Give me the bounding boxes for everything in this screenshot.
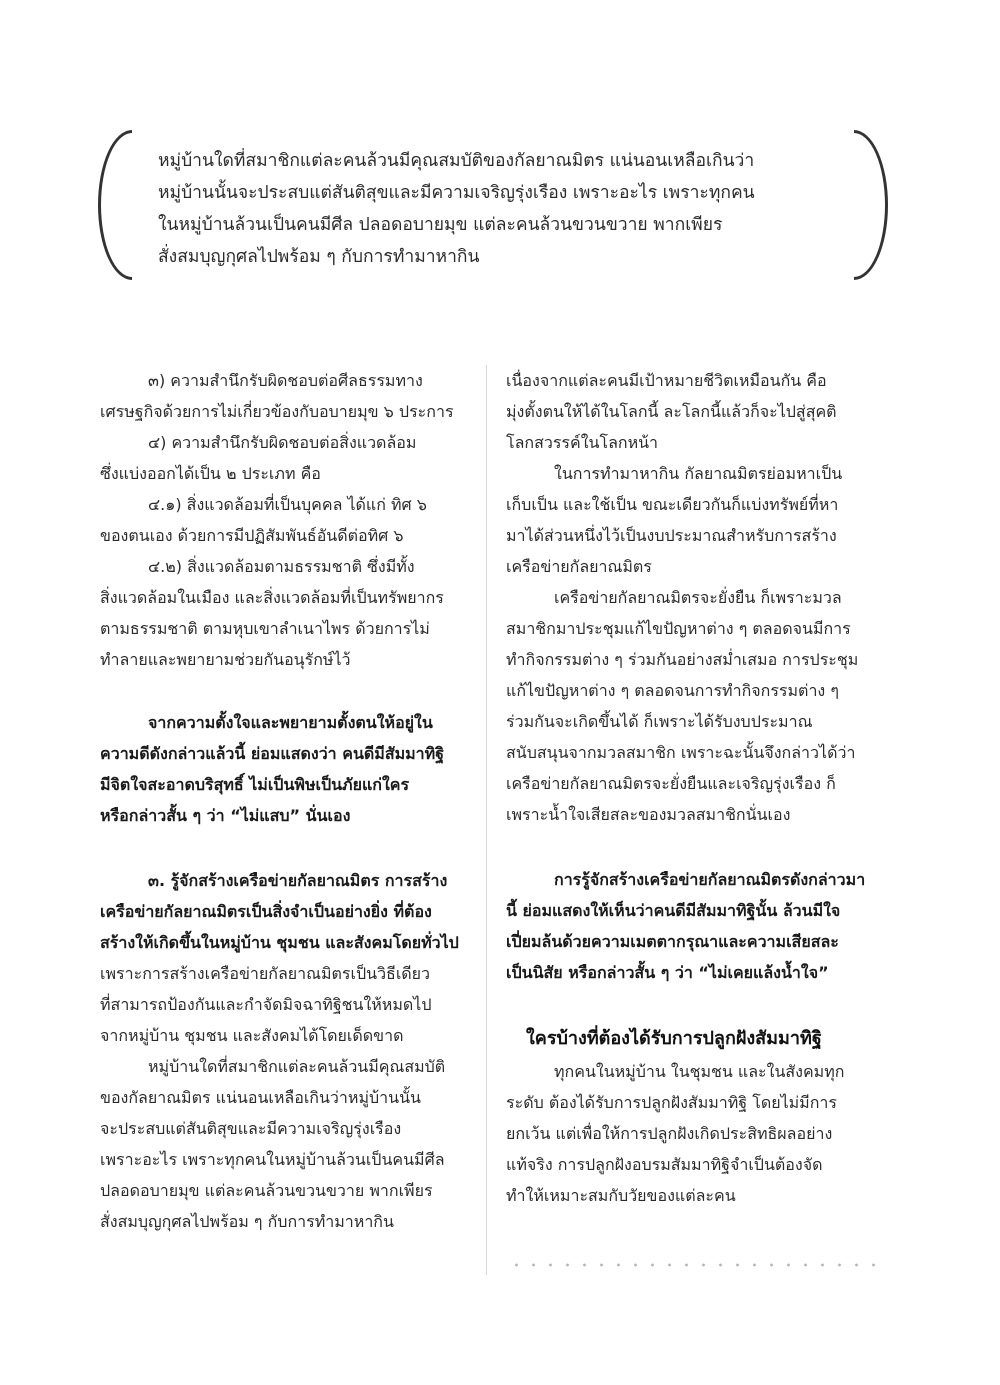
text-line: นี้ ย่อมแสดงให้เห็นว่าคนดีมีสัมมาทิฐินั้น ล้วนมีใจ xyxy=(506,901,841,920)
quote-line: หมู่บ้านใดที่สมาชิกแต่ละคนล้วนมีคุณสมบัติของกัลยาณมิตร แน่นอนเหลือเกินว่า xyxy=(158,151,755,171)
text-line: โลกสวรรค์ในโลกหน้า xyxy=(506,433,659,452)
text-line: หรือกล่าวสั้น ๆ ว่า “ไม่แสบ” นั่นเอง xyxy=(100,806,351,825)
closing-paragraph xyxy=(506,1056,874,1211)
text-line: ทำให้เหมาะสมกับวัยของแต่ละคน xyxy=(506,1186,736,1205)
earning-paragraph xyxy=(506,458,874,582)
text-line: จากหมู่บ้าน ชุมชน และสังคมได้โดยเด็ดขาด xyxy=(100,1026,404,1045)
text-line: มุ่งตั้งตนให้ได้ในโลกนี้ ละโลกนี้แล้วก็จะไปสู่สุคติ xyxy=(506,402,837,421)
text-line: ความดีดังกล่าวแล้วนี้ ย่อมแสดงว่า คนดีมีสัมมาทิฐิ xyxy=(100,744,445,763)
right-summary-paragraph xyxy=(506,864,874,988)
left-column xyxy=(100,365,468,1237)
text-line: ในการทำมาหากิน กัลยาณมิตรย่อมหาเป็น xyxy=(554,464,843,483)
text-line: ๔) ความสำนึกรับผิดชอบต่อสิ่งแวดล้อม xyxy=(148,433,417,452)
item-3-paragraph xyxy=(100,365,468,427)
item-4-paragraph xyxy=(100,427,468,489)
right-parenthesis-decoration xyxy=(854,130,888,280)
quote-line: ในหมู่บ้านล้วนเป็นคนมีศีล ปลอดอบายมุข แต่ละคนล้วนขวนขวาย พากเพียร xyxy=(158,215,723,235)
item-4-2-paragraph xyxy=(100,551,468,675)
text-line: การรู้จักสร้างเครือข่ายกัลยาณมิตรดังกล่าวมา xyxy=(554,870,866,889)
text-line: ของกัลยาณมิตร แน่นอนเหลือเกินว่าหมู่บ้านนั้น xyxy=(100,1088,421,1107)
text-line: เป็นนิสัย หรือกล่าวสั้น ๆ ว่า “ไม่เคยแล้งน้ำใจ” xyxy=(506,963,829,982)
text-line: เพราะน้ำใจเสียสละของมวลสมาชิกนั่นเอง xyxy=(506,805,791,824)
text-line: แก้ไขปัญหาต่าง ๆ ตลอดจนการทำกิจกรรมต่าง ๆ xyxy=(506,681,839,700)
text-line: ปลอดอบายมุข แต่ละคนล้วนขวนขวาย พากเพียร xyxy=(100,1181,433,1200)
text-line: เครือข่ายกัลยาณมิตรจะยั่งยืนและเจริญรุ่งเรือง ก็ xyxy=(506,774,836,793)
text-line: ทำลายและพยายามช่วยกันอนุรักษ์ไว้ xyxy=(100,650,351,669)
quote-line: หมู่บ้านนั้นจะประสบแต่สันติสุขและมีความเจริญรุ่งเรือง เพราะอะไร เพราะทุกคน xyxy=(158,183,755,203)
dotted-separator xyxy=(508,1263,878,1267)
text-line: ๓. รู้จักสร้างเครือข่ายกัลยาณมิตร การสร้าง xyxy=(148,871,448,890)
network-paragraph xyxy=(506,582,874,830)
text-line: ๓) ความสำนึกรับผิดชอบต่อศีลธรรมทาง xyxy=(148,371,423,390)
text-line: ที่สามารถป้องกันและกำจัดมิจฉาทิฐิชนให้หมดไป xyxy=(100,995,432,1014)
text-line: ร่วมกันจะเกิดขึ้นได้ ก็เพราะได้รับงบประมาณ xyxy=(506,712,813,731)
text-line: หมู่บ้านใดที่สมาชิกแต่ละคนล้วนมีคุณสมบัติ xyxy=(148,1057,446,1076)
text-line: ระดับ ต้องได้รับการปลูกฝังสัมมาทิฐิ โดยไม่มีการ xyxy=(506,1093,837,1112)
point-3-paragraph xyxy=(100,865,468,1051)
quote-line: สั่งสมบุญกุศลไปพร้อม ๆ กับการทำมาหากิน xyxy=(158,247,480,267)
text-line: สนับสนุนจากมวลสมาชิก เพราะฉะนั้นจึงกล่าวได้ว่า xyxy=(506,743,856,762)
item-4-1-paragraph xyxy=(100,489,468,551)
text-line: จากความตั้งใจและพยายามตั้งตนให้อยู่ใน xyxy=(148,713,433,732)
pull-quote xyxy=(98,130,888,290)
intro-paragraph xyxy=(506,365,874,458)
text-line: ทำกิจกรรมต่าง ๆ ร่วมกันอย่างสม่ำเสมอ การประชุม xyxy=(506,650,859,669)
text-line: เพราะการสร้างเครือข่ายกัลยาณมิตรเป็นวิธีเดียว xyxy=(100,964,431,983)
text-line: ของตนเอง ด้วยการมีปฏิสัมพันธ์อันดีต่อทิศ ๖ xyxy=(100,526,404,545)
text-line: ซึ่งแบ่งออกได้เป็น ๒ ประเภท คือ xyxy=(100,464,321,483)
text-line: เครือข่ายกัลยาณมิตรจะยั่งยืน ก็เพราะมวล xyxy=(554,588,842,607)
text-line: ๔.๑) สิ่งแวดล้อมที่เป็นบุคคล ได้แก่ ทิศ ๖ xyxy=(148,495,427,514)
text-line: ๔.๒) สิ่งแวดล้อมตามธรรมชาติ ซึ่งมีทั้ง xyxy=(148,557,415,576)
quote-text xyxy=(158,145,828,273)
text-line: เนื่องจากแต่ละคนมีเป้าหมายชีวิตเหมือนกัน คือ xyxy=(506,371,827,390)
text-line: สิ่งแวดล้อมในเมือง และสิ่งแวดล้อมที่เป็นทรัพยากร xyxy=(100,588,444,607)
text-line: เศรษฐกิจด้วยการไม่เกี่ยวข้องกับอบายมุข ๖ ประการ xyxy=(100,402,454,421)
section-heading: ใครบ้างที่ต้องได้รับการปลูกฝังสัมมาทิฐิ xyxy=(526,1028,822,1049)
summary-paragraph xyxy=(100,707,468,831)
text-line: เปี่ยมล้นด้วยความเมตตากรุณาและความเสียสละ xyxy=(506,932,839,951)
text-line: ตามธรรมชาติ ตามหุบเขาลำเนาไพร ด้วยการไม่ xyxy=(100,619,430,638)
text-line: เครือข่ายกัลยาณมิตรเป็นสิ่งจำเป็นอย่างยิ่ง ที่ต้อง xyxy=(100,902,432,921)
text-line: จะประสบแต่สันติสุขและมีความเจริญรุ่งเรือง xyxy=(100,1119,402,1138)
text-line: ยกเว้น แต่เพื่อให้การปลูกฝังเกิดประสิทธิผลอย่าง xyxy=(506,1124,833,1143)
text-line: แท้จริง การปลูกฝังอบรมสัมมาทิฐิจำเป็นต้องจัด xyxy=(506,1155,823,1174)
text-line: เก็บเป็น และใช้เป็น ขณะเดียวกันก็แบ่งทรัพย์ที่หา xyxy=(506,495,839,514)
right-column xyxy=(506,365,874,1211)
text-line: เครือข่ายกัลยาณมิตร xyxy=(506,557,652,576)
text-line: มาได้ส่วนหนึ่งไว้เป็นงบประมาณสำหรับการสร้าง xyxy=(506,526,837,545)
left-parenthesis-decoration xyxy=(98,130,132,280)
column-divider xyxy=(486,365,487,1275)
text-line: สั่งสมบุญกุศลไปพร้อม ๆ กับการทำมาหากิน xyxy=(100,1212,394,1231)
text-line: เพราะอะไร เพราะทุกคนในหมู่บ้านล้วนเป็นคนมีศีล xyxy=(100,1150,445,1169)
village-paragraph xyxy=(100,1051,468,1237)
text-line: สมาชิกมาประชุมแก้ไขปัญหาต่าง ๆ ตลอดจนมีการ xyxy=(506,619,851,638)
text-line: สร้างให้เกิดขึ้นในหมู่บ้าน ชุมชน และสังคมโดยทั่วไป xyxy=(100,933,459,952)
text-line: ทุกคนในหมู่บ้าน ในชุมชน และในสังคมทุก xyxy=(554,1062,845,1081)
text-line: มีจิตใจสะอาดบริสุทธิ์ ไม่เป็นพิษเป็นภัยแก่ใคร xyxy=(100,775,410,794)
